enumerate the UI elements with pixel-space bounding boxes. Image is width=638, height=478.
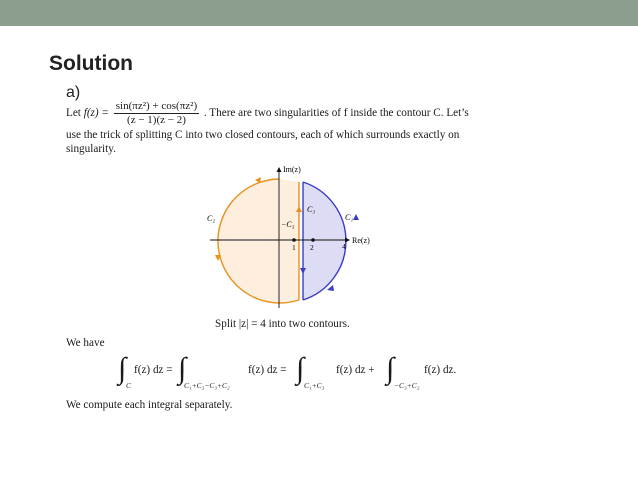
eq-rhs: f(z) dz. xyxy=(424,364,457,376)
tick-4: 4 xyxy=(342,242,346,251)
imag-axis-label: Im(z) xyxy=(283,165,301,174)
integral-sign-icon: ∫ xyxy=(386,352,395,385)
intro-after: . There are two singularities of f inside the contour C. Let’s xyxy=(203,107,469,120)
sub-c: C xyxy=(126,381,132,390)
sub-c1c3: C₁+C₃ xyxy=(304,381,325,390)
fraction xyxy=(114,100,199,127)
sub-neg: −C₃+C₂ xyxy=(394,381,420,390)
eq-lhs: f(z) dz = xyxy=(134,364,173,376)
compute-text: We compute each integral separately. xyxy=(66,399,233,411)
contour-diagram xyxy=(195,160,385,310)
integral-equation xyxy=(118,352,478,392)
singularity-point xyxy=(311,238,315,242)
top-bar xyxy=(0,0,638,26)
integral-sign-icon: ∫ xyxy=(178,352,187,385)
eq-mid1: f(z) dz = xyxy=(248,364,287,376)
imag-axis-arrow-icon xyxy=(277,167,282,172)
tick-1: 1 xyxy=(292,243,296,252)
left-region xyxy=(217,179,299,303)
label-c1: C₁ xyxy=(345,213,354,222)
part-label: a) xyxy=(66,84,81,101)
label-c3: C₃ xyxy=(307,205,316,214)
right-region xyxy=(303,182,346,300)
arrow-icon xyxy=(327,285,334,291)
label-c2: C₂ xyxy=(207,214,216,223)
diagram-caption: Split |z| = 4 into two contours. xyxy=(215,318,350,330)
integral-sign-icon: ∫ xyxy=(296,352,305,385)
let-text: Let xyxy=(66,107,81,120)
real-axis-label: Re(z) xyxy=(352,236,370,245)
real-axis-arrow-icon xyxy=(345,238,350,243)
fraction-denominator: (z − 1)(z − 2) xyxy=(127,114,186,126)
intro-line-3: singularity. xyxy=(66,143,116,155)
singularity-point xyxy=(292,238,296,242)
fraction-numerator: sin(πz²) + cos(πz²) xyxy=(115,100,198,112)
intro-line-1 xyxy=(66,100,469,127)
sub-full: C₁+C₃−C₃+C₂ xyxy=(184,381,230,390)
tick-2: 2 xyxy=(310,243,314,252)
integral-sign-icon: ∫ xyxy=(118,352,127,385)
label-neg-c3: −C₃ xyxy=(281,220,295,229)
eq-mid2: f(z) dz + xyxy=(336,364,375,376)
intro-line-2: use the trick of splitting C into two closed contours, each of which surrounds exactly on xyxy=(66,129,460,141)
we-have-text: We have xyxy=(66,337,105,349)
arrow-icon xyxy=(353,214,359,220)
function-def: f(z) = xyxy=(83,107,109,120)
arrow-icon xyxy=(255,177,261,183)
slide-title: Solution xyxy=(49,52,133,75)
